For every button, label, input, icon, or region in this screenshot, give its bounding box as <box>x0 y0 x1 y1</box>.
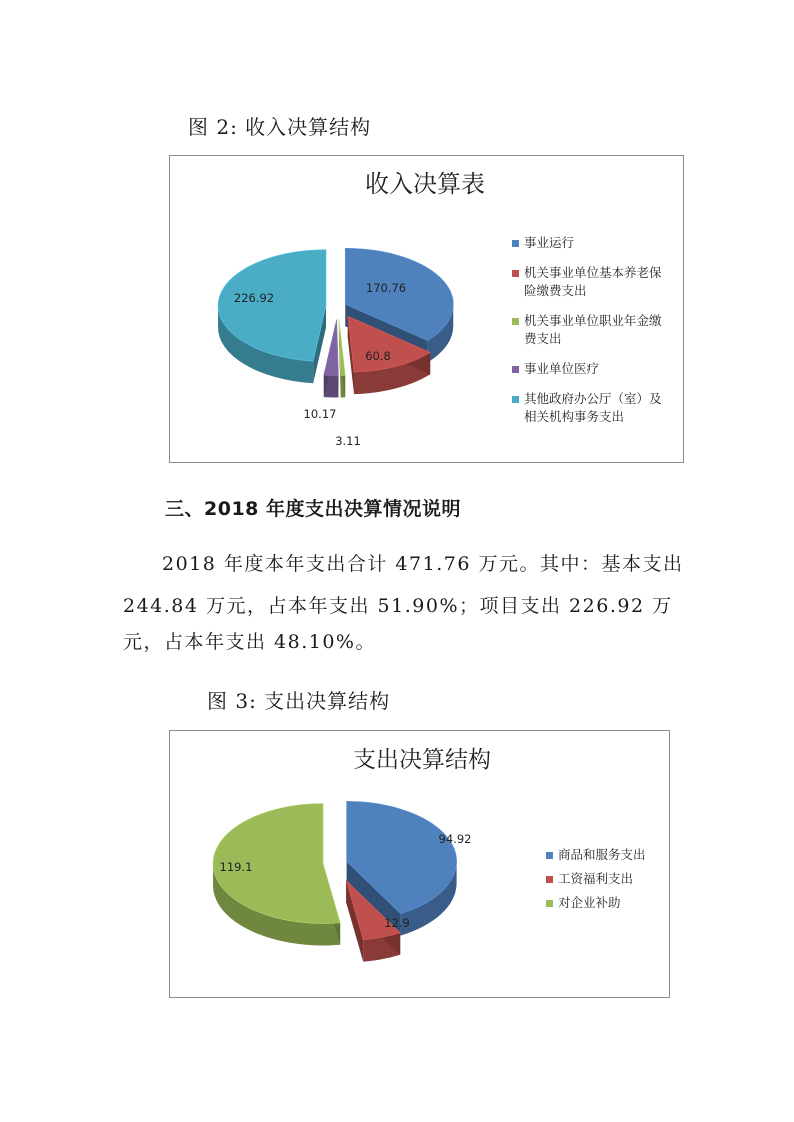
data-label: 10.17 <box>303 407 337 421</box>
legend-swatch <box>512 396 519 403</box>
legend-item <box>512 264 662 300</box>
legend-label: 商品和服务支出 <box>558 847 646 862</box>
data-label: 170.76 <box>365 281 407 295</box>
data-label: 12.9 <box>384 916 410 930</box>
pie-slices <box>218 248 453 397</box>
expenditure-chart <box>169 730 670 998</box>
data-label: 226.92 <box>233 291 275 305</box>
data-label: 3.11 <box>335 434 361 448</box>
legend-swatch <box>512 270 519 277</box>
paragraph-line-2: 244.84 万元，占本年支出 51.90%；项目支出 226.92 万 <box>123 595 673 617</box>
data-label: 119.1 <box>219 860 253 874</box>
chart-title: 收入决算表 <box>365 170 485 198</box>
legend-swatch <box>512 366 519 373</box>
legend-item <box>546 870 633 888</box>
legend-label: 机关事业单位基本养老保 险缴费支出 <box>524 265 662 298</box>
expenditure-pie-svg <box>170 731 669 997</box>
legend-swatch <box>546 876 553 883</box>
data-label: 60.8 <box>365 349 391 363</box>
paragraph-line-1: 2018 年度本年支出合计 471.76 万元。其中：基本支出 <box>162 553 684 575</box>
pie-slices <box>213 801 457 961</box>
legend-label: 机关事业单位职业年金缴 费支出 <box>524 313 662 346</box>
legend-swatch <box>546 900 553 907</box>
legend-item <box>546 846 646 864</box>
section-heading: 三、2018 年度支出决算情况说明 <box>165 498 461 520</box>
chart-title: 支出决算结构 <box>353 747 491 773</box>
figure-2-caption: 图 2: 收入决算结构 <box>188 115 372 139</box>
legend-label: 工资福利支出 <box>558 871 634 886</box>
legend-swatch <box>512 318 519 325</box>
legend-swatch <box>512 240 519 247</box>
legend-label: 其他政府办公厅（室）及 相关机构事务支出 <box>524 391 662 424</box>
legend-item <box>512 390 662 426</box>
legend-label: 事业运行 <box>524 235 575 250</box>
legend-item <box>512 234 574 252</box>
legend-item <box>546 894 621 912</box>
data-label: 94.92 <box>438 832 472 846</box>
legend-item <box>512 312 662 348</box>
paragraph-line-3: 元，占本年支出 48.10%。 <box>123 631 376 653</box>
legend-item <box>512 360 599 378</box>
legend-swatch <box>546 852 553 859</box>
pie-slice <box>324 319 339 375</box>
legend-label: 事业单位医疗 <box>524 361 600 376</box>
figure-3-caption: 图 3: 支出决算结构 <box>207 689 391 713</box>
income-chart <box>169 155 684 463</box>
legend-label: 对企业补助 <box>558 895 621 910</box>
